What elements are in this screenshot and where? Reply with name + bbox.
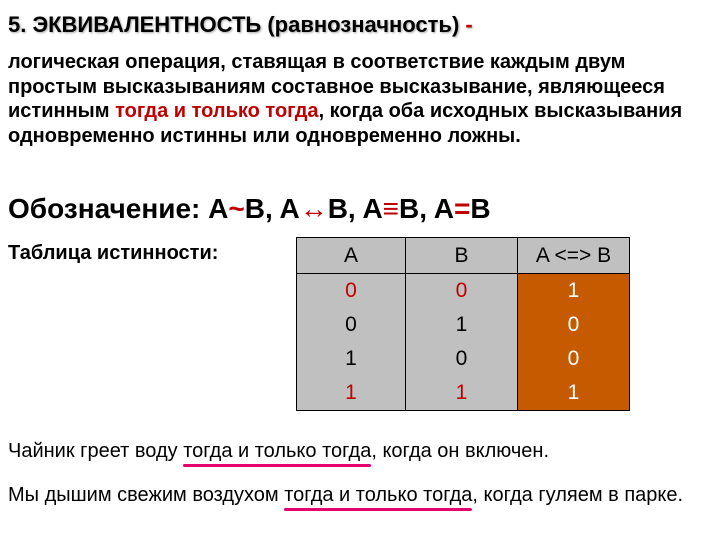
example-1-after: , когда он включен. [371,440,549,462]
notation-part-2: B, A [327,193,383,224]
example-2-before: Мы дышим свежим воздухом [8,484,285,506]
example-1-before: Чайник греет воду [8,440,184,462]
example-1-underlined: тогда и только тогда [183,437,371,465]
cell-b: 1 [406,376,518,411]
cell-a: 1 [297,342,406,376]
truth-table-label: Таблица истинности: [8,242,219,264]
notation-part-1: B, A [244,193,300,224]
definition-highlight: тогда и только тогда [115,100,319,123]
slide-title [8,12,473,38]
example-1 [8,437,712,465]
notation-equals-symbol: = [453,193,471,224]
notation-equiv-symbol: ≡ [382,193,400,224]
header-b: B [406,238,518,274]
cell-result: 0 [518,308,630,342]
table-row [297,308,630,342]
cell-result: 0 [518,342,630,376]
cell-result: 1 [518,376,630,411]
cell-a: 0 [297,308,406,342]
cell-a: 1 [297,376,406,411]
cell-b: 1 [406,308,518,342]
cell-b: 0 [406,274,518,309]
notation-arrow-symbol: ↔ [299,193,328,224]
truth-table-header-row [297,238,630,274]
notation-tilde-symbol: ~ [228,193,245,224]
notation-line [8,193,491,225]
example-2-underlined: тогда и только тогда [284,481,472,509]
example-2 [8,481,712,509]
table-row [297,376,630,411]
table-row [297,274,630,309]
cell-a: 0 [297,274,406,309]
truth-table [296,237,630,411]
notation-part-4: B [470,193,491,224]
title-text: 5. ЭКВИВАЛЕНТНОСТЬ (равнозначность) [8,12,460,37]
header-result: A <=> B [518,238,630,274]
header-a: A [297,238,406,274]
definition-part2: , когда оба исходных высказывания одновременно истинны или одновременно ложны. [8,100,683,147]
notation-part-3: B, A [399,193,454,224]
example-2-after: , когда гуляем в парке. [472,484,684,506]
table-row [297,342,630,376]
definition-part1: логическая операция, ставящая в соответствие каждым двум простым высказываниям составное высказывание, являющееся истинным [8,51,665,123]
notation-prefix: Обозначение: A [8,193,229,224]
cell-result: 1 [518,274,630,309]
definition-text [8,50,712,148]
title-dash: - [459,12,473,37]
cell-b: 0 [406,342,518,376]
